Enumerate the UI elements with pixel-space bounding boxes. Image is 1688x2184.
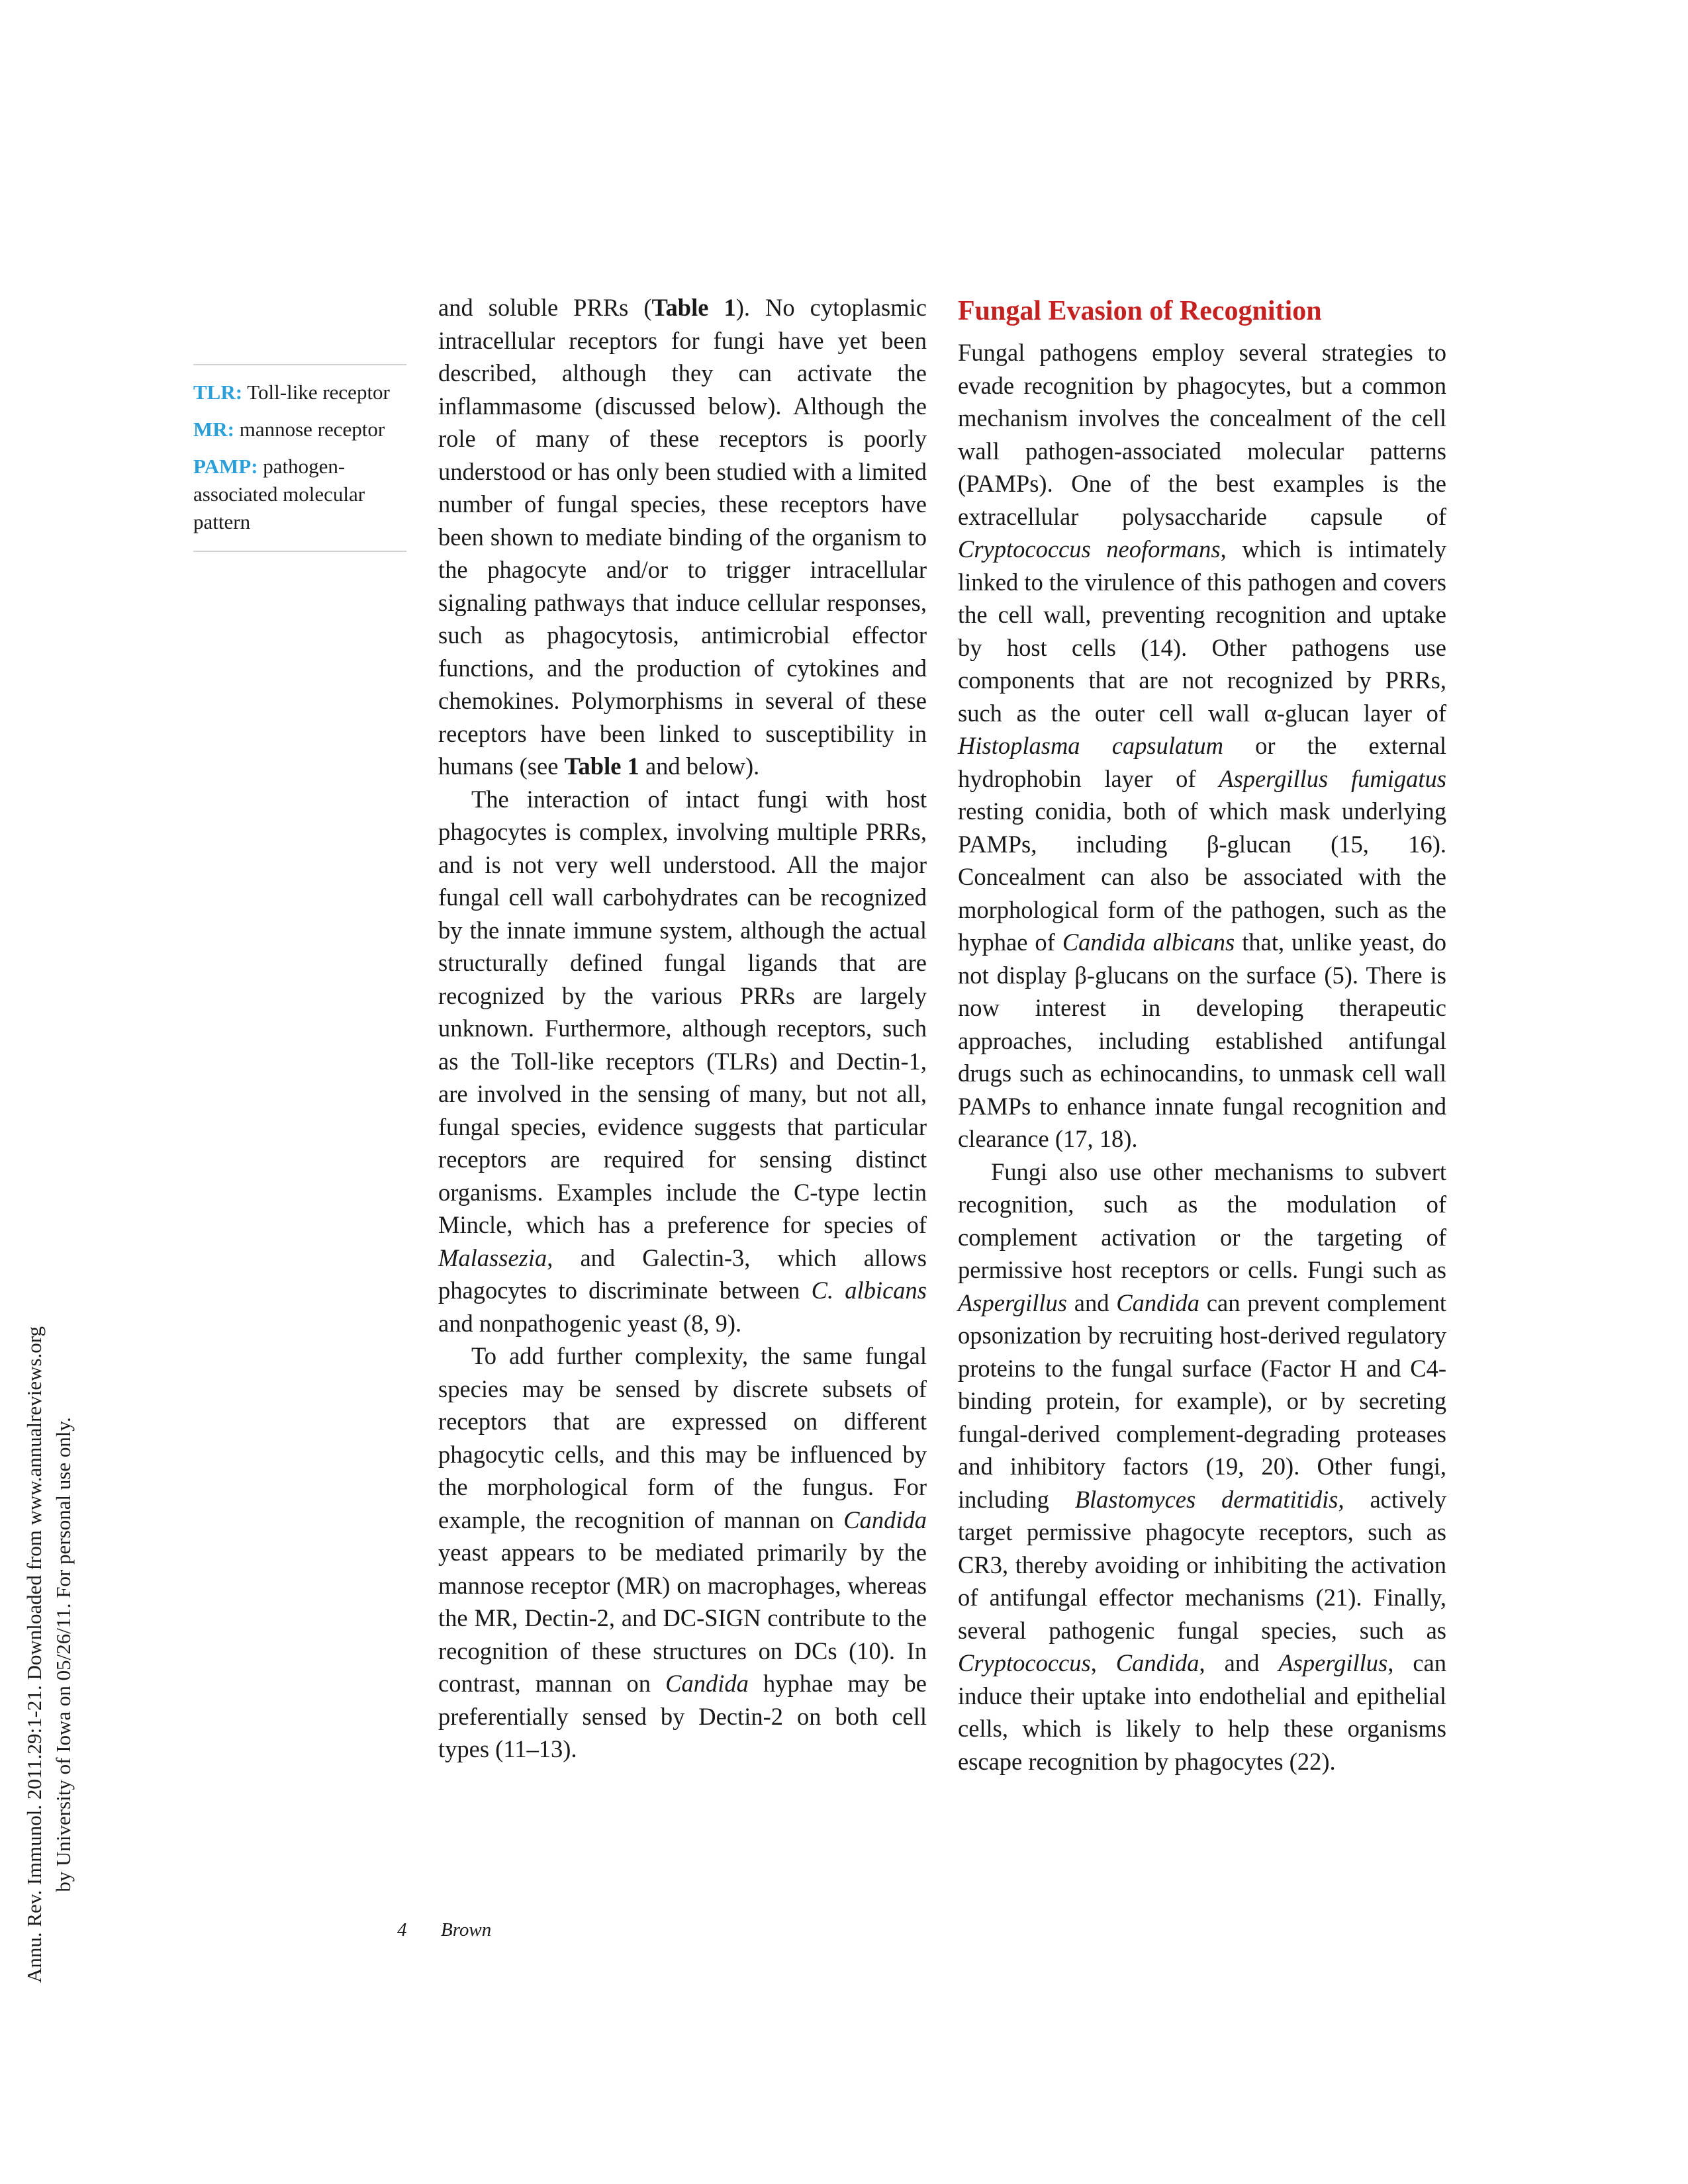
margin-glossary: [193, 364, 406, 552]
glossary-term: PAMP:: [193, 455, 258, 478]
glossary-term: MR:: [193, 418, 234, 441]
paragraph: To add further complexity, the same fungal species may be sensed by discrete subsets of receptors that are expressed on different phagocytic cells, and this may be influenced by the morphological form of the fungus. For example, the recognition of mannan on Candida yeast appears to be mediated primarily by the mannose receptor (MR) on macrophages, whereas the MR, Dectin-2, and DC-SIGN contribute to the recognition of these structures on DCs (10). In contrast, mannan on Candida hyphae may be preferentially sensed by Dectin-2 on both cell types (11–13).: [438, 1342, 927, 1762]
glossary-definition: Toll-like receptor: [247, 381, 390, 404]
paragraph: Fungi also use other mechanisms to subvert recognition, such as the modulation of complement activation or the targeting of permissive host receptors or cells. Fungi such as Aspergillus and Candida can prevent complement opsonization by recruiting host-derived regulatory proteins to the fungal surface (Factor H and C4-binding protein, for example), or by secreting fungal-derived complement-degrading proteases and inhibitory factors (19, 20). Other fungi, including Blastomyces dermatitidis, actively target permissive phagocyte receptors, such as CR3, thereby avoiding or inhibiting the activation of antifungal effector mechanisms (21). Finally, several pathogenic fungal species, such as Cryptococcus, Candida, and Aspergillus, can induce their uptake into endothelial and epithelial cells, which is likely to help these organisms escape recognition by phagocytes (22).: [958, 1158, 1446, 1775]
glossary-definition: mannose receptor: [239, 418, 385, 441]
left-text-column: [438, 291, 927, 1766]
glossary-item-tlr: [193, 379, 406, 406]
glossary-item-mr: [193, 416, 406, 443]
watermark-line-2: by University of Iowa on 05/26/11. For personal use only.: [52, 1417, 75, 1892]
section-heading: Fungal Evasion of Recognition: [958, 296, 1322, 326]
table-reference[interactable]: Table 1: [651, 294, 736, 321]
glossary-term: TLR:: [193, 381, 243, 404]
paragraph: and soluble PRRs (Table 1). No cytoplasmic intracellular receptors for fungi have yet been described, although they can activate the inflammasome (discussed below). Although the role of many of these receptors is poorly understood or has only been studied with a limited number of fungal species, these receptors have been shown to mediate binding of the organism to the phagocyte and/or to trigger intracellular signaling pathways that induce cellular responses, such as phagocytosis, antimicrobial effector functions, and the production of cytokines and chemokines. Polymorphisms in several of these receptors have been linked to susceptibility in humans (see Table 1 and below).: [438, 294, 927, 780]
page-number: 4: [397, 1919, 407, 1940]
table-reference[interactable]: Table 1: [564, 752, 639, 780]
glossary-item-pamp: [193, 453, 406, 536]
right-text-column: [958, 291, 1446, 1778]
glossary-definition: pathogen-associated molecular pattern: [193, 455, 365, 533]
paragraph: The interaction of intact fungi with host phagocytes is complex, involving multiple PRRs, and is not very well understood. All the major fungal cell wall carbohydrates can be recognized by the innate immune system, although the actual structurally defined fungal ligands that are recognized by the various PRRs are largely unknown. Furthermore, although receptors, such as the Toll-like receptors (TLRs) and Dectin-1, are involved in the sensing of many, but not all, fungal species, evidence suggests that particular receptors are required for sensing distinct organisms. Examples include the C-type lectin Mincle, which has a preference for species of Malassezia, and Galectin-3, which allows phagocytes to discriminate between C. albicans and nonpathogenic yeast (8, 9).: [438, 785, 927, 1337]
download-watermark: [20, 1324, 99, 1985]
watermark-line-1: Annu. Rev. Immunol. 2011.29:1-21. Downloaded from www.annualreviews.org: [23, 1326, 46, 1983]
running-author: Brown: [441, 1919, 492, 1940]
paragraph: Fungal pathogens employ several strategies to evade recognition by phagocytes, but a common mechanism involves the concealment of the cell wall pathogen-associated molecular patterns (PAMPs). One of the best examples is the extracellular polysaccharide capsule of Cryptococcus neoformans, which is intimately linked to the virulence of this pathogen and covers the cell wall, preventing recognition and uptake by host cells (14). Other pathogens use components that are not recognized by PRRs, such as the outer cell wall α-glucan layer of Histoplasma capsulatum or the external hydrophobin layer of Aspergillus fumigatus resting conidia, both of which mask underlying PAMPs, including β-glucan (15, 16). Concealment can also be associated with the morphological form of the pathogen, such as the hyphae of Candida albicans that, unlike yeast, do not display β-glucans on the surface (5). There is now interest in developing therapeutic approaches, including established antifungal drugs such as echinocandins, to unmask cell wall PAMPs to enhance innate fungal recognition and clearance (17, 18).: [958, 339, 1446, 1152]
